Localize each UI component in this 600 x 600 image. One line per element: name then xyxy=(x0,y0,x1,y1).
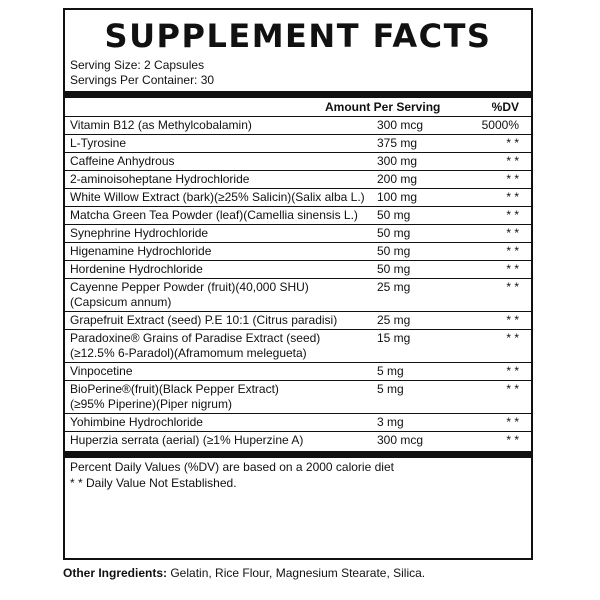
ingredient-row xyxy=(65,224,531,242)
ingredient-amount: 5 mg xyxy=(377,364,404,378)
ingredient-name xyxy=(65,382,375,412)
ingredient-name xyxy=(65,244,375,259)
ingredient-name xyxy=(65,226,375,241)
ingredient-name-line: Paradoxine® Grains of Paradise Extract (seed) xyxy=(70,331,321,345)
ingredient-name xyxy=(65,118,375,133)
ingredient-name-line: (≥95% Piperine)(Piper nigrum) xyxy=(70,397,232,411)
ingredient-name-line: (≥12.5% 6-Paradol)(Aframomum melegueta) xyxy=(70,346,307,360)
col-amount-label: Amount Per Serving xyxy=(325,100,441,114)
ingredient-name xyxy=(65,172,375,187)
ingredient-name-line: BioPerine®(fruit)(Black Pepper Extract) xyxy=(70,382,279,396)
ingredient-name-line: Huperzia serrata (aerial) (≥1% Huperzine A) xyxy=(70,433,304,447)
ingredient-row xyxy=(65,311,531,329)
ingredient-row xyxy=(65,431,531,449)
ingredient-row xyxy=(65,188,531,206)
other-ingredients-text: Gelatin, Rice Flour, Magnesium Stearate, Silica. xyxy=(167,566,426,580)
ingredient-dv: * * xyxy=(506,172,519,186)
ingredient-amount: 300 mg xyxy=(377,154,418,168)
ingredient-dv: 5000% xyxy=(481,118,519,132)
ingredient-amount: 5 mg xyxy=(377,382,404,396)
ingredient-name-line: White Willow Extract (bark)(≥25% Salicin)(Salix alba L.) xyxy=(70,190,365,204)
ingredient-amount: 375 mg xyxy=(377,136,418,150)
ingredient-dv: * * xyxy=(506,226,519,240)
ingredient-name-line: Grapefruit Extract (seed) P.E 10:1 (Citrus paradisi) xyxy=(70,313,338,327)
column-header xyxy=(65,98,531,116)
ingredient-row xyxy=(65,380,531,413)
ingredient-amount: 50 mg xyxy=(377,226,411,240)
ingredient-amount: 100 mg xyxy=(377,190,418,204)
ingredient-row xyxy=(65,278,531,311)
ingredient-dv: * * xyxy=(506,262,519,276)
ingredient-row xyxy=(65,242,531,260)
ingredient-name-line: (Capsicum annum) xyxy=(70,295,172,309)
ingredient-name-line: Vinpocetine xyxy=(70,364,133,378)
ingredient-row xyxy=(65,170,531,188)
ingredient-list xyxy=(65,117,531,449)
ingredient-dv: * * xyxy=(506,415,519,429)
ingredient-name-line: Vitamin B12 (as Methylcobalamin) xyxy=(70,118,252,132)
ingredient-name xyxy=(65,262,375,277)
ingredient-name xyxy=(65,433,375,448)
ingredient-name-line: Caffeine Anhydrous xyxy=(70,154,175,168)
ingredient-amount: 3 mg xyxy=(377,415,404,429)
ingredient-dv: * * xyxy=(506,331,519,345)
ingredient-amount: 200 mg xyxy=(377,172,418,186)
ingredient-amount: 50 mg xyxy=(377,208,411,222)
ingredient-name-line: L-Tyrosine xyxy=(70,136,127,150)
ingredient-dv: * * xyxy=(506,280,519,294)
ingredient-row xyxy=(65,260,531,278)
ingredient-name-line: Higenamine Hydrochloride xyxy=(70,244,212,258)
ingredient-name-line: Cayenne Pepper Powder (fruit)(40,000 SHU) xyxy=(70,280,309,294)
ingredient-dv: * * xyxy=(506,364,519,378)
ingredient-name xyxy=(65,331,375,361)
ingredient-name xyxy=(65,313,375,328)
supplement-facts-panel xyxy=(63,8,533,560)
ingredient-name-line: Hordenine Hydrochloride xyxy=(70,262,203,276)
serving-size: Serving Size: 2 Capsules xyxy=(70,58,205,72)
ingredient-name xyxy=(65,154,375,169)
ingredient-name xyxy=(65,364,375,379)
ingredient-dv: * * xyxy=(506,382,519,396)
ingredient-name xyxy=(65,208,375,223)
ingredient-row xyxy=(65,134,531,152)
ingredient-dv: * * xyxy=(506,208,519,222)
col-dv-label: %DV xyxy=(491,100,519,114)
other-ingredients xyxy=(63,566,425,580)
ingredient-row xyxy=(65,329,531,362)
servings-per-container: Servings Per Container: 30 xyxy=(70,73,215,87)
ingredient-amount: 50 mg xyxy=(377,262,411,276)
divider-thick xyxy=(65,451,531,458)
ingredient-amount: 15 mg xyxy=(377,331,411,345)
ingredient-dv: * * xyxy=(506,136,519,150)
ingredient-name xyxy=(65,280,375,310)
panel-title: SUPPLEMENT FACTS xyxy=(104,17,492,55)
ingredient-name xyxy=(65,190,375,205)
ingredient-name-line: Synephrine Hydrochloride xyxy=(70,226,209,240)
ingredient-dv: * * xyxy=(506,313,519,327)
ingredient-name-line: Yohimbine Hydrochloride xyxy=(70,415,203,429)
ingredient-amount: 25 mg xyxy=(377,280,411,294)
other-ingredients-label: Other Ingredients: xyxy=(63,566,168,580)
ingredient-amount: 300 mcg xyxy=(377,433,424,447)
ingredient-row xyxy=(65,152,531,170)
ingredient-name-line: Matcha Green Tea Powder (leaf)(Camellia sinensis L.) xyxy=(70,208,358,222)
ingredient-row xyxy=(65,206,531,224)
footnote-dv: Percent Daily Values (%DV) are based on a 2000 calorie diet xyxy=(70,460,394,474)
ingredient-amount: 50 mg xyxy=(377,244,411,258)
footnote-established: * * Daily Value Not Established. xyxy=(70,476,237,490)
ingredient-dv: * * xyxy=(506,154,519,168)
ingredient-name xyxy=(65,136,375,151)
divider-thick xyxy=(65,91,531,98)
ingredient-name xyxy=(65,415,375,430)
ingredient-amount: 25 mg xyxy=(377,313,411,327)
ingredient-row xyxy=(65,362,531,380)
ingredient-amount: 300 mcg xyxy=(377,118,424,132)
ingredient-dv: * * xyxy=(506,433,519,447)
ingredient-row xyxy=(65,413,531,431)
ingredient-dv: * * xyxy=(506,190,519,204)
ingredient-row xyxy=(65,117,531,134)
ingredient-dv: * * xyxy=(506,244,519,258)
ingredient-name-line: 2-aminoisoheptane Hydrochloride xyxy=(70,172,250,186)
